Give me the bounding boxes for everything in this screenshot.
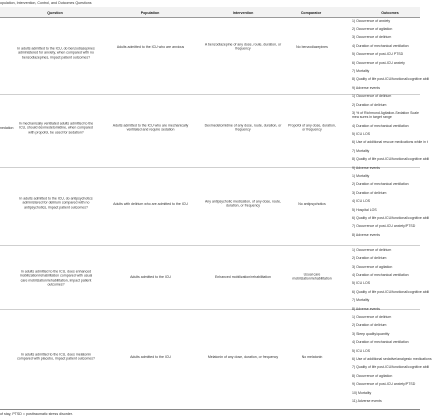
outcome-item: 4) Duration of mechanical ventilation [352, 43, 409, 48]
row-4-population: Adults admitted to the ICU [130, 274, 171, 279]
row-4-question: In adults admitted to the ICU, does enhanced mobilization/rehabilitation compared with usual care mobilization/rehabilitation, impact patient outcomes? [19, 269, 93, 287]
outcome-item: 7) Quality of life post-ICU/functional/cognitive abili [352, 365, 430, 370]
row-3-question: In adults admitted to the ICU, do antipsychotics administered for delirium compared with no antipsychotics, impact patient outcomes? [19, 196, 93, 210]
row-5-question: In adults admitted to the ICU, does melatonin compared with placebo, impact patient outcomes? [17, 352, 95, 361]
outcome-item: 6) Use of additional rescue medications while in t [352, 140, 428, 145]
row-3-population: Adults with delirium who are admitted to the ICU [113, 201, 188, 206]
header-intervention: Intervention [232, 10, 254, 15]
outcome-item: 2) Duration of delirium [352, 323, 387, 328]
row-4-intervention: Enhanced mobilization/rehabilitation [214, 274, 272, 279]
outcome-item: 9) Adverse events [352, 85, 381, 90]
outcome-item: 1) Occurrence of delirium [352, 315, 392, 319]
outcome-item: 8) Quality of life post-ICU/functional/cognitive abili [352, 157, 430, 162]
table-bottom-rule [0, 409, 420, 410]
row-5-intervention: Melatonin of any dose, duration, or frequency [207, 354, 279, 359]
outcome-item: 3) % of Richmond Agitation-Sedation Scale mea sures in target range [352, 110, 419, 120]
outcome-item: 7) Mortality [352, 148, 370, 153]
row-1-population: Adults admitted to the ICU who are anxious [116, 44, 185, 49]
outcome-item: 9) Adverse events [352, 165, 381, 170]
row-3-intervention: Any antipsychotic medication, of any dose, route, duration, or frequency [204, 199, 282, 208]
outcome-item: 3) Duration of delirium [352, 190, 387, 195]
outcome-item: 5) ICU LOS [352, 348, 371, 353]
header-question: Question [47, 10, 63, 15]
outcome-item: 8) Quality of life post-ICU/functional/cognitive abili [352, 77, 430, 82]
outcome-item: 1) Mortality [352, 173, 370, 178]
row-4-comparator: Usual care mobilization/rehabilitation [292, 272, 332, 281]
outcome-item: 7) Occurrence of post-ICU anxiety/PTSD [352, 224, 416, 229]
outcome-item: 2) Occurrence of agitation [352, 26, 393, 31]
outcome-item: 5) Occurrence of post-ICU PTSD [352, 52, 404, 57]
outcome-item: 3) Occurrence of agitation [352, 264, 393, 269]
outcome-item: 2) Duration of delirium [352, 102, 387, 107]
outcome-item: 6) Occurrence of post-ICU anxiety [352, 60, 405, 65]
outcome-item: 8) Adverse events [352, 306, 381, 311]
row-2-question: In mechanically ventilated adults admitted to the ICU, should dexmedetomidine, when compared with propofol, be used for sedation? [18, 121, 94, 135]
outcome-item: 6) Quality of life post-ICU/functional/cognitive abili [352, 289, 430, 294]
row-2-left-fragment: nedation [0, 126, 14, 130]
table-caption: opulation, Intervention, Control, and Outcomes Questions [0, 1, 92, 5]
row-5-comparator: No melatonin [301, 354, 323, 359]
outcome-item: 2) Duration of mechanical ventilation [352, 182, 409, 187]
outcome-item: 1) Occurrence of delirium [352, 247, 392, 252]
outcome-item: 7) Mortality [352, 298, 370, 303]
outcome-item: 1) Occurrence of anxiety [352, 18, 391, 23]
row-2-population: Adults admitted to the ICU who are mechanically ventilated and require sedation [112, 123, 189, 132]
outcome-item: 4) ICU LOS [352, 199, 371, 204]
table-footnote: of stay, PTSD = posttraumatic stress disorder. [0, 412, 73, 416]
row-2-comparator: Propofol of any dose, duration, or frequency [288, 123, 336, 132]
row-2-intervention: Dexmedetomidine of any dose, route, duration, or frequency [204, 123, 282, 132]
outcome-item: 3) Occurrence of delirium [352, 35, 392, 40]
outcome-item: 5) ICU LOS [352, 281, 371, 286]
outcome-item: 11) Adverse events [352, 399, 382, 403]
outcome-item: 10) Mortality [352, 390, 372, 395]
outcome-item: 6) Use of additional sedative/analgesic medications [352, 357, 432, 361]
header-population: Population [140, 10, 160, 15]
outcome-item: 9) Occurrence of post-ICU anxiety/PTSD [352, 382, 416, 387]
outcome-item: 4) Duration of mechanical ventilation [352, 123, 409, 128]
outcome-item: 8) Adverse events [352, 232, 381, 237]
outcome-item: 4) Duration of mechanical ventilation [352, 273, 409, 277]
outcome-item: 2) Duration of delirium [352, 256, 387, 261]
outcome-item: 4) Duration of mechanical ventilation [352, 340, 409, 345]
row-5-population: Adults admitted to the ICU [130, 354, 171, 359]
row-separator [0, 245, 420, 246]
outcome-item: 5) Hospital LOS [352, 207, 377, 212]
outcome-item: 3) Sleep quality/quantity [352, 331, 390, 336]
row-1-intervention: A benzodiazepine of any dose, route, duration, or frequency [204, 42, 282, 51]
outcome-item: 1) Occurrence of delirium [352, 94, 392, 99]
outcome-item: 8) Occurrence of agitation [352, 373, 393, 378]
row-1-comparator: No benzodiazepines [296, 44, 328, 49]
header-outcomes: Outcomes [381, 10, 399, 15]
outcome-item: 6) Quality of life post-ICU/functional/cognitive abili [352, 215, 430, 220]
row-1-question: In adults admitted to the ICU, do benzodiazepines administered for anxiety, when compared with no benzodiazepines, impact patient outcomes? [17, 46, 95, 60]
outcome-item: 5) ICU LOS [352, 131, 371, 136]
row-3-comparator: No antipsychotics [298, 201, 326, 206]
outcome-item: 7) Mortality [352, 68, 370, 73]
header-comparator: Comparator [300, 10, 322, 15]
